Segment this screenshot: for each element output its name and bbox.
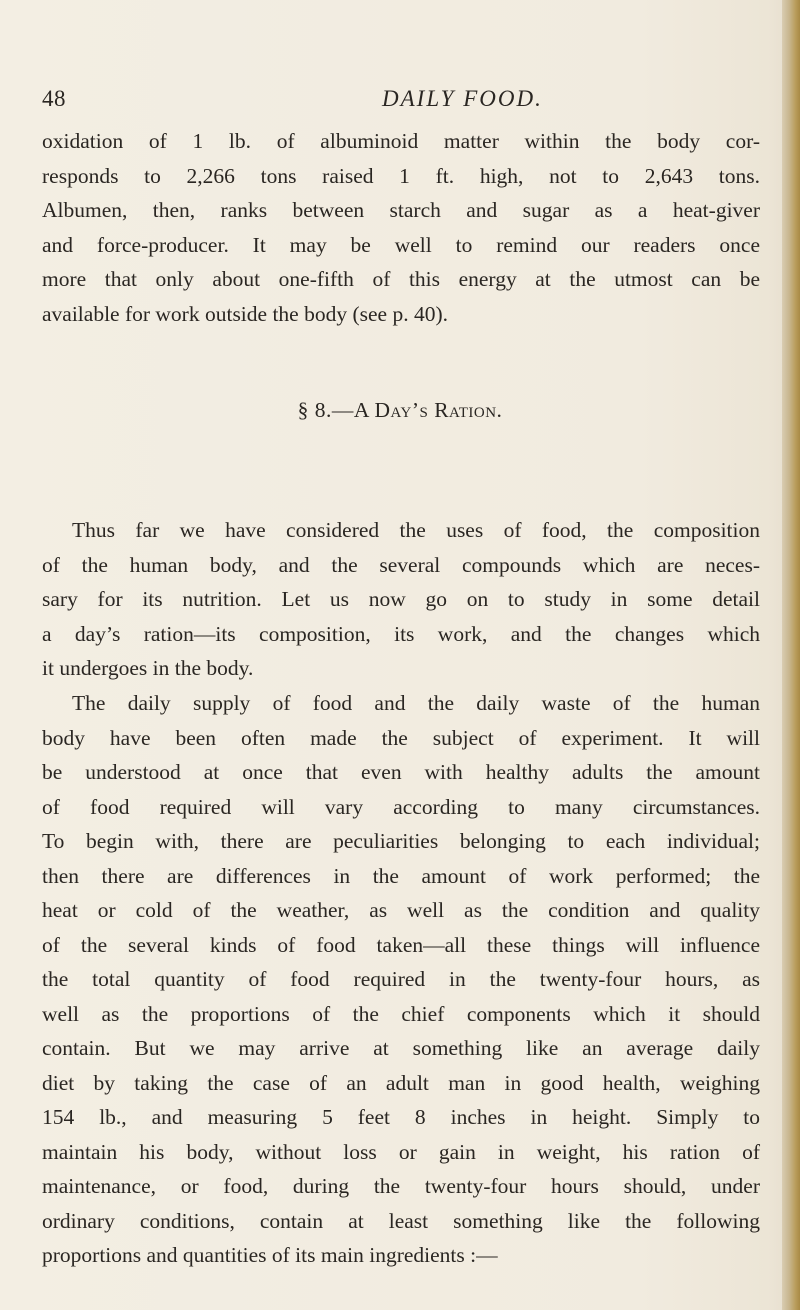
text-line: maintenance, or food, during the twenty-four hours should, under: [42, 1174, 760, 1198]
text-line: available for work outside the body (see p. 40).: [42, 301, 448, 326]
section-heading: § 8.—A Day’s Ration.: [297, 398, 503, 422]
text-line: of the several kinds of food taken—all these things will influence: [42, 932, 760, 957]
text-line: responds to 2,266 tons raised 1 ft. high, not to 2,643 tons.: [42, 163, 760, 188]
text-line: ordinary conditions, contain at least something like the following: [42, 1208, 760, 1233]
text-line: diet by taking the case of an adult man in good health, weighing: [42, 1070, 760, 1095]
text-line: and force-producer. It may be well to remind our readers once: [42, 232, 760, 257]
text-line: body have been often made the subject of experiment. It will: [42, 725, 760, 750]
text-line: it undergoes in the body.: [42, 656, 254, 680]
text-line: a day’s ration—its composition, its work, and the changes which: [42, 621, 760, 646]
page-header: [42, 86, 742, 126]
text-line: be understood at once that even with healthy adults the amount: [42, 760, 760, 784]
paragraph-3: [42, 686, 760, 1273]
text-line: The daily supply of food and the daily waste of the human: [72, 691, 760, 715]
text-line: maintain his body, without loss or gain in weight, his ration of: [42, 1139, 760, 1164]
paragraph-2: [42, 513, 760, 686]
text-line: oxidation of 1 lb. of albuminoid matter within the body cor-: [42, 129, 760, 153]
text-line: heat or cold of the weather, as well as the condition and quality: [42, 898, 760, 922]
text-line: of the human body, and the several compounds which are neces-: [42, 552, 760, 577]
text-line: sary for its nutrition. Let us now go on to study in some detail: [42, 587, 760, 611]
page-edge: [782, 0, 800, 1310]
text-line: Thus far we have considered the uses of food, the composition: [72, 518, 760, 542]
page-number: 48: [42, 86, 66, 111]
text-line: more that only about one-fifth of this energy at the utmost can be: [42, 267, 760, 291]
paragraph-1: [42, 124, 760, 331]
text-line: Albumen, then, ranks between starch and sugar as a heat-giver: [42, 198, 760, 222]
text-line: 154 lb., and measuring 5 feet 8 inches in height. Simply to: [42, 1105, 760, 1129]
text-line: contain. But we may arrive at something like an average daily: [42, 1036, 760, 1060]
text-line: then there are differences in the amount of work performed; the: [42, 863, 760, 888]
running-head: DAILY FOOD.: [382, 86, 543, 111]
text-line: To begin with, there are peculiarities belonging to each individual;: [42, 829, 760, 853]
text-line: the total quantity of food required in the twenty-four hours, as: [42, 967, 760, 991]
text-line: of food required will vary according to many circumstances.: [42, 794, 760, 819]
text-line: proportions and quantities of its main ingredients :—: [42, 1243, 498, 1267]
text-line: well as the proportions of the chief components which it should: [42, 1001, 760, 1026]
